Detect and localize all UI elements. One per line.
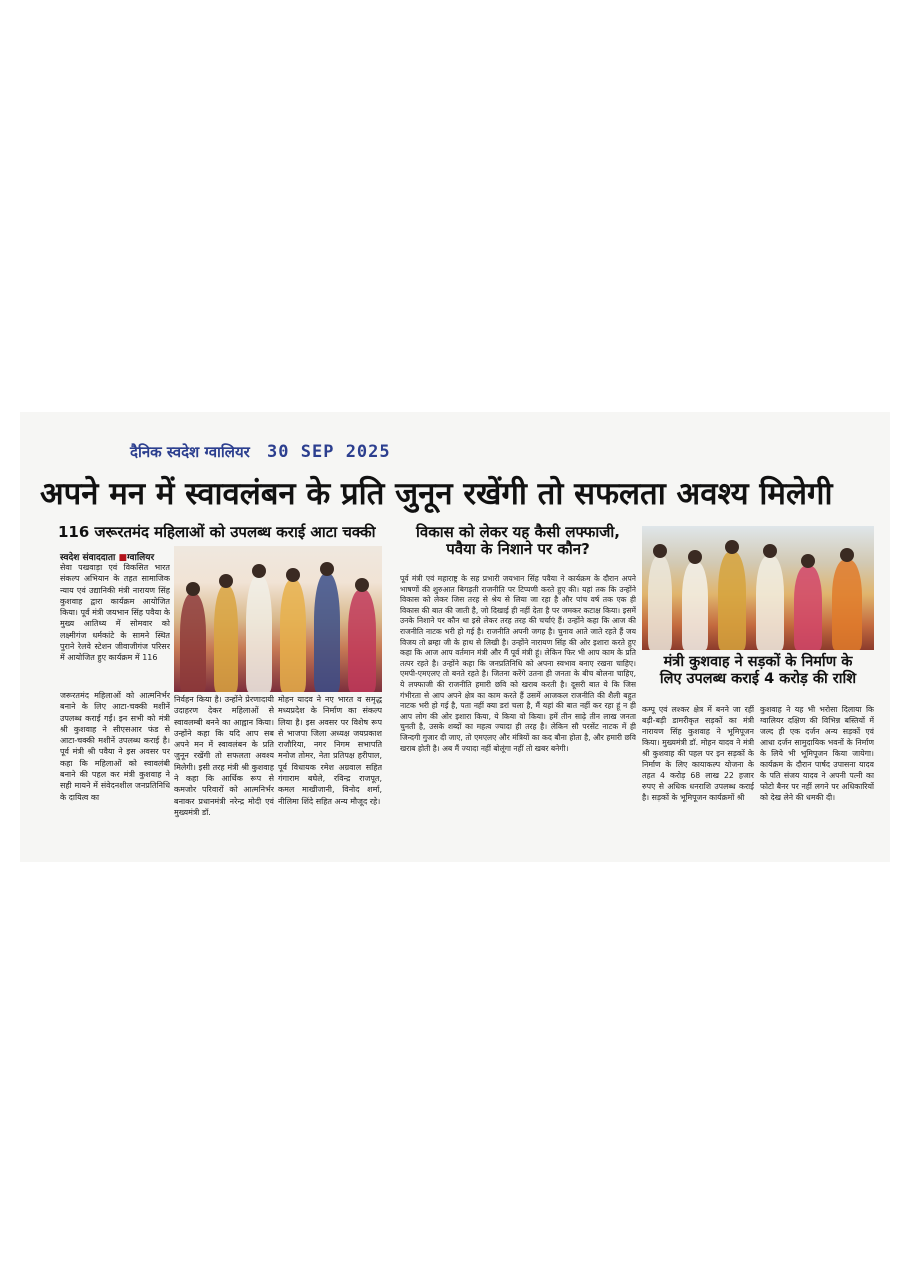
newspaper-clipping (20, 412, 890, 862)
story3-title-line-2: लिए उपलब्ध कराई 4 करोड़ की राशि (659, 670, 857, 687)
story3-column-2: कुशवाह ने यह भी भरोसा दिलाया कि ग्वालियर दक्षिण की विभिन्न बस्तियों में जल्द ही एक दर्जन अन्य सड़कों एवं आधा दर्जन सामुदायिक भवनों के निर्माण के लिये भी भूमिपूजन किया जायेगा। कार्यक्रम के दौरान पार्षद उपासना यादव के पति संजय यादव ने अपनी पत्नी का फोटो बैनर पर नहीं लगने पर अधिकारियों को देख लेने की धमकी दी। (760, 705, 874, 802)
masthead (130, 442, 391, 462)
byline-source: स्वदेश संवाददाता (60, 553, 116, 563)
story1-column-2: निर्वहन किया है। उन्होंने प्रेरणादायी उदाहरण देकर महिलाओं से स्वावलम्बी बनने का आह्वान किया। उन्होंने कहा कि यदि आप सब अपने मन में स्वावलंबन के प्रति जुनून रखेंगी तो सफलता अवश्य मिलेगी। इसी तरह मंत्री श्री कुशवाह ने कहा कि आर्थिक रूप से कमजोर परिवारों को आत्मनिर्भर बनाकर प्रधानमंत्री नरेन्द्र मोदी एवं मुख्यमंत्री डॉ. (174, 695, 274, 817)
story1-title: 116 जरूरतमंद महिलाओं को उपलब्ध कराई आटा चक्की (58, 523, 376, 541)
byline-city: ग्वालियर (126, 553, 155, 563)
main-headline: अपने मन में स्वावलंबन के प्रति जुनून रखेंगी तो सफलता अवश्य मिलेगी (40, 476, 833, 512)
story3-column-1: कम्पू एवं लश्कर क्षेत्र में बनने जा रहीं बड़ी-बड़ी डामरीकृत सड़कों का मंत्री नारायण सिंह कुशवाह ने भूमिपूजन किया। मुख्यमंत्री डॉ. मोहन यादव ने मंत्री श्री कुशवाह की पहल पर इन सड़कों के निर्माण के लिए कायाकल्प योजना के तहत 4 करोड़ 68 लाख 22 हजार रुपए से अधिक धनराशि उपलब्ध कराई है। सड़कों के भूमिपूजन कार्यक्रमों श्री (642, 705, 754, 802)
edition-date: 30 SEP 2025 (267, 442, 391, 462)
story2-body: पूर्व मंत्री एवं महाराष्ट्र के सह प्रभारी जयभान सिंह पवैया ने कार्यक्रम के दौरान अपने भाषणों की शुरुआत बिगड़ती राजनीति पर टिप्पणी करते हुए की। यहां तक कि उन्होंने विकास को लेकर जिस तरह से श्रेय से लिया जा रहा है और पांच वर्ष तक एक ही विकास की बात की जाती है, जो दिखाई ही नहीं देता है पर जमकर कटाक्ष किया। इसमें उनके निशाने पर कौन था इसे लेकर तरह तरह की चर्चाएं हैं। उन्होंने कहा कि आज की राजनीति नाटक भरी हो गई है। राजनीति अपनी जगह है। चुनाव आते जाते रहते हैं जय विजय तो ब्रम्हा जी के हाथ से लिखी है। उन्होंने नारायण सिंह की ओर इशारा करते हुए कहा कि आज आप वर्तमान मंत्री और मैं पूर्व मंत्री हूं। लेकिन फिर भी आप काम के प्रति तत्पर रहते है। उन्होंने कहा कि जनप्रतिनिधि को अपना स्वभाव बनाए रखना चाहिए। एमपी-एमएलए तो बनते रहते है। जितना करेंगे उतना ही जनता के बीच बोलना चाहिए, ये लफ्फाजी की राजनीति हमारी छवि को खराब करती है। दूसरी बात ये कि जिस गंभीरता से आप अपने क्षेत्र का काम करते हैं उसमें आजकल राजनीति की शैली बहुत नाटक भरी हो गई है, पता नहीं क्या डरां चला है, मैं यहां की बात नहीं कर रहा हूं न ही आप लोग की ओर इशारा किया, ये किया वो किया। हमें तीन साढ़े तीन लाख जनता चुनती है, उसके शब्दों का महत्व ज्यादा ही तरह है। लेकिन सौ परसेंट नाटक में ही जिन्दगी गुजार दी जाए, तो एमएलए और मंत्रियों का कद बौना होता है, और हमारी छवि खराब होती है। अब मैं ज्यादा नहीं बोलूंगा नहीं तो खबर बनेगी। (400, 574, 636, 753)
story2-title (400, 524, 636, 559)
story1-column-3: मोहन यादव ने नए भारत व समृद्ध मध्यप्रदेश के निर्माण का संकल्प लिया है। इस अवसर पर विशेष रूप से भाजपा जिला अध्यक्ष जयप्रकाश राजौरिया, नगर निगम सभापति मनोज तोमर, नेता प्रतिपक्ष हरीपाल, पूर्व विधायक रमेश अग्रवाल सहित गंगाराम बघेले, रविन्द्र राजपूत, कमल माखीजानी, विनोद शर्मा, नीलिमा शिंदे सहित अन्य मौजूद रहे। (278, 695, 382, 806)
paper-name: दैनिक स्वदेश ग्वालियर (130, 443, 250, 461)
story1-column-1b: जरूरतमंद महिलाओं को आत्मनिर्भर बनाने के लिए आटा-चक्की मशीनें उपलब्ध कराई गईं। इन सभी को मंत्री श्री कुशवाह ने सीएसआर फंड से आटा-चक्की मशीनें उपलब्ध कराई है। पूर्व मंत्री श्री पवैया ने इस अवसर पर कहा कि महिलाओं को स्वावलंबी बनाने की पहल कर मंत्री कुशवाह ने सही मायने में संवेदनशील जनप्रतिनिधि के दायित्व का (60, 691, 170, 802)
story2-title-line-2: पवैया के निशाने पर कौन? (446, 540, 590, 559)
photo-minister-bhoomipujan (642, 526, 874, 650)
story3-title (642, 654, 874, 687)
story2-title-line-1: विकास को लेकर यह कैसी लफ्फाजी, (416, 523, 620, 541)
story3-title-line-1: मंत्री कुशवाह ने सड़कों के निर्माण के (663, 654, 853, 670)
photo-women-receiving-flour-mills (174, 546, 382, 692)
byline-marker: ■ (118, 553, 127, 563)
story1-column-1: सेवा पखवाड़ा एवं विकसित भारत संकल्प अभियान के तहत सामाजिक न्याय एवं उद्यानिकी मंत्री नारायण सिंह कुशवाह द्वारा कार्यक्रम आयोजित किया। पूर्व मंत्री जयभान सिंह पवैया के मुख्य आतिथ्य में सोमवार को लक्ष्मीगंज धर्मकांटे के सामने स्थित पुराने रेलवे स्टेशन जीवाजीगंज परिसर में आयोजित हुए कार्यक्रम में 116 (60, 563, 170, 663)
